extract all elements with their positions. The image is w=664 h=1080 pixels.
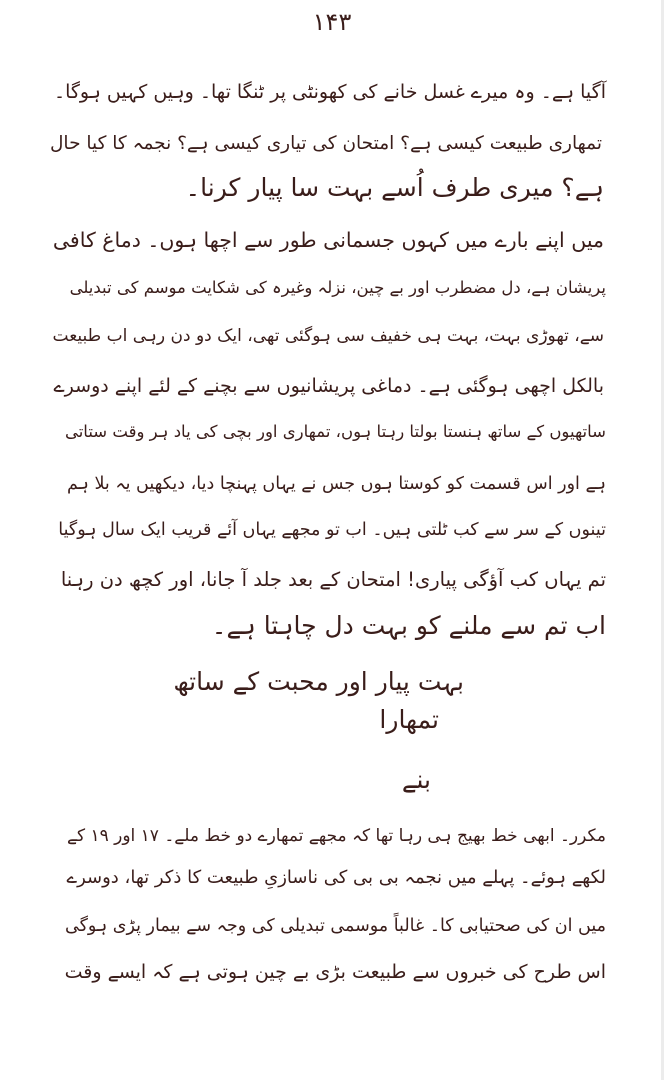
body-line: پریشان ہے، دل مضطرب اور بے چین، نزلہ وغیرہ کی شکایت موسم کی تبدیلی <box>69 278 606 297</box>
body-line: سے، تھوڑی بہت، بہت ہی خفیف سی ہوگئی تھی، ایک دو دن رہی اب طبیعت <box>52 326 604 346</box>
closing-salutation: بہت پیار اور محبت کے ساتھ <box>173 667 464 696</box>
body-line: ہے؟ میری طرف اُسے بہت سا پیار کرنا۔ <box>185 173 604 202</box>
page-number: ۱۴۳ <box>312 8 352 36</box>
postscript-line: مکرر۔ ابھی خط بھیج ہی رہا تھا کہ مجھے تمھارے دو خط ملے۔ ۱۷ اور ۱۹ کے <box>66 826 606 846</box>
body-line: تم یہاں کب آؤگی پیاری! امتحان کے بعد جلد آ جانا، اور کچھ دن رہنا <box>60 568 606 591</box>
body-line: آگیا ہے۔ وہ میرے غسل خانے کی کھونٹی پر ٹنگا تھا۔ وہیں کہیں ہوگا۔ <box>53 81 606 103</box>
postscript-line: لکھے ہوئے۔ پہلے میں نجمہ بی بی کی ناسازیِ طبیعت کا ذکر تھا، دوسرے <box>66 867 606 888</box>
postscript-line: اس طرح کی خبروں سے طبیعت بڑی بے چین ہوتی ہے کہ ایسے وقت <box>64 961 606 983</box>
body-line: تینوں کے سر سے کب ٹلتی ہیں۔ اب تو مجھے یہاں آئے قریب ایک سال ہوگیا <box>58 520 606 540</box>
body-line: تمھاری طبیعت کیسی ہے؟ امتحان کی تیاری کیسی ہے؟ نجمہ کا کیا حال <box>49 133 602 154</box>
body-line: ہے اور اس قسمت کو کوستا ہوں جس نے یہاں پہنچا دیا، دیکھیں یہ بلا ہم <box>67 474 606 494</box>
body-line: میں اپنے بارے میں کہوں جسمانی طور سے اچھا ہوں۔ دماغ کافی <box>52 228 604 252</box>
body-line: بالکل اچھی ہوگئی ہے۔ دماغی پریشانیوں سے بچنے کے لئے اپنے دوسرے <box>53 375 604 397</box>
signature: بنے <box>401 765 431 794</box>
body-line: ساتھیوں کے ساتھ ہنستا بولتا رہتا ہوں، تمھاری اور بچی کی یاد ہر وقت ستاتی <box>64 422 606 441</box>
closing-yours: تمھارا <box>379 705 439 734</box>
postscript-line: میں ان کی صحتیابی کا۔ غالباً موسمی تبدیلی کی وجہ سے بیمار پڑی ہوگی <box>65 916 606 936</box>
body-line: اب تم سے ملنے کو بہت دل چاہتا ہے۔ <box>211 611 606 640</box>
